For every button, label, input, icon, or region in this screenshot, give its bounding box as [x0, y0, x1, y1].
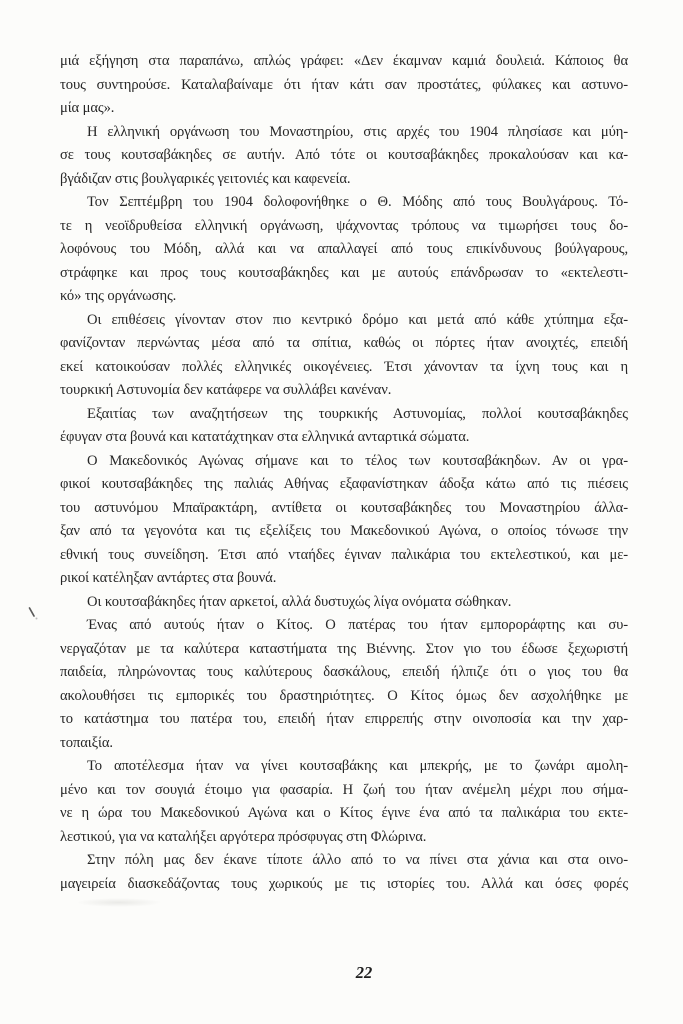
text-line: παιδεία, πληρώνοντας τους καλύτερους δασκάλους, επειδή ήλπιζε ότι ο γιος του θα	[60, 664, 628, 680]
text-line: Τον Σεπτέμβρη του 1904 δολοφονήθηκε ο Θ. Μόδης από τους Βουλγάρους. Τό-	[87, 194, 628, 210]
text-line: Στην πόλη μας δεν έκανε τίποτε άλλο από το να πίνει στα χάνια και στα οινο-	[87, 852, 628, 868]
text-line: έφυγαν στα βουνά και κατατάχτηκαν στα ελληνικά ανταρτικά σώματα.	[60, 429, 470, 445]
text-line: τοπαιξία.	[60, 734, 113, 751]
handwritten-tick-mark	[27, 606, 41, 622]
text-line: νεργαζόταν με τα καλύτερα καταστήματα της Βιέννης. Στον γιο του έδωσε ξεχωριστή	[60, 640, 628, 657]
text-line: Ο Μακεδονικός Αγώνας σήμανε και το τέλος των κουτσαβάκηδων. Αν οι γρα-	[87, 452, 628, 469]
text-line: βγάδιζαν στις βουλγαρικές γειτονιές και καφενεία.	[60, 170, 351, 187]
text-line: μαγειρεία διασκεδάζοντας τους χωρικούς με τις ιστορίες του. Αλλά και όσες φορές	[60, 875, 628, 892]
text-line: εκεί κατοικούσαν πολλές ελληνικές οικογένειες. Έτσι χάνονταν τα ίχνη τους και η	[60, 358, 628, 375]
text-line: μιά εξήγηση στα παραπάνω, απλώς γράφει: «Δεν έκαμναν καμιά δουλειά. Κάποιος θα	[60, 53, 628, 69]
text-line: τουρκική Αστυνομία δεν κατάφερε να συλλάβει κανέναν.	[60, 382, 392, 398]
text-line: λεστικού, για να καταλήξει αργότερα πρόσφυγας στη Φλώρινα.	[60, 828, 427, 845]
text-line: κό» της οργάνωσης.	[60, 288, 177, 304]
text-line: εθνική τους συνείδηση. Έτσι από νταήδες έγιναν παλικάρια του εκτελεστικού, και με-	[60, 546, 628, 563]
text-line: μία μας».	[60, 100, 115, 116]
text-line: του αστυνόμου Μπαϊρακτάρη, αντίθετα οι κουτσαβάκηδες του Μοναστηρίου άλλα-	[60, 499, 628, 516]
text-line: σε τους κουτσαβάκηδες σε αυτήν. Από τότε οι κουτσαβάκηδες προκαλούσαν και κα-	[60, 147, 628, 163]
text-line: Εξαιτίας των αναζητήσεων της τουρκικής Αστυνομίας, πολλοί κουτσαβάκηδες	[87, 405, 628, 422]
text-line: τε η νεοϊδρυθείσα ελληνική οργάνωση, ψάχνοντας τρόπους να τιμωρήσει τους δο-	[60, 217, 628, 234]
scan-smudge	[76, 898, 162, 907]
text-line: ακολουθήσει τις εμπορικές του δραστηριότητες. Ο Κίτος όμως δεν ασχολήθηκε με	[60, 687, 628, 704]
text-line: Οι επιθέσεις γίνονταν στον πιο κεντρικό δρόμο και μετά από κάθε χτύπημα εξα-	[87, 311, 628, 328]
text-line: τους συντηρούσε. Καταλαβαίναμε ότι ήταν κάτι σαν προστάτες, φύλακες και αστυνο-	[60, 76, 628, 93]
text-line: το κατάστημα του πατέρα του, επειδή ήταν επιρρεπής στην οινοποσία και την χαρ-	[60, 711, 628, 727]
text-line: Το αποτέλεσμα ήταν να γίνει κουτσαβάκης και μπεκρής, με το ζωνάρι αμολη-	[87, 758, 628, 774]
text-line: φικοί κουτσαβάκηδες της παλιάς Αθήνας εξαφανίστηκαν άδοξα κάτω από τις πιέσεις	[60, 476, 628, 492]
body-text	[60, 50, 628, 896]
text-line: λοφόνους του Μόδη, αλλά και να απαλλαγεί από τους επικίνδυνους βούλγαρους,	[60, 241, 628, 257]
text-line: στράφηκε και προς τους κουτσαβάκηδες και με αυτούς επάνδρωσαν το «εκτελεστι-	[60, 264, 628, 281]
text-line: Η ελληνική οργάνωση του Μοναστηρίου, στις αρχές του 1904 πλησίασε και μύη-	[87, 123, 628, 140]
text-line: νε η ώρα του Μακεδονικού Αγώνα και ο Κίτος έγινε ένα από τα παλικάρια του εκτε-	[60, 805, 628, 821]
text-line: Οι κουτσαβάκηδες ήταν αρκετοί, αλλά δυστυχώς λίγα ονόματα σώθηκαν.	[87, 593, 512, 610]
text-line: ρικοί κατέληξαν αντάρτες στα βουνά.	[60, 570, 277, 586]
page-number: 22	[355, 963, 373, 982]
text-line: ξαν από τα γεγονότα και τις εξελίξεις του Μακεδονικού Αγώνα, ο οποίος τόνωσε την	[60, 523, 628, 539]
text-line: Ένας από αυτούς ήταν ο Κίτος. Ο πατέρας του ήταν εμποροράφτης και συ-	[87, 617, 628, 633]
text-line: φανίζονταν περνώντας μέσα από τα σπίτια, καθώς οι πόρτες ήταν ανοιχτές, επειδή	[60, 335, 628, 351]
text-line: μένο και τον σουγιά έτοιμο για φασαρία. Η ζωή του ήταν ανέμελη μέχρι που σήμα-	[60, 781, 628, 798]
